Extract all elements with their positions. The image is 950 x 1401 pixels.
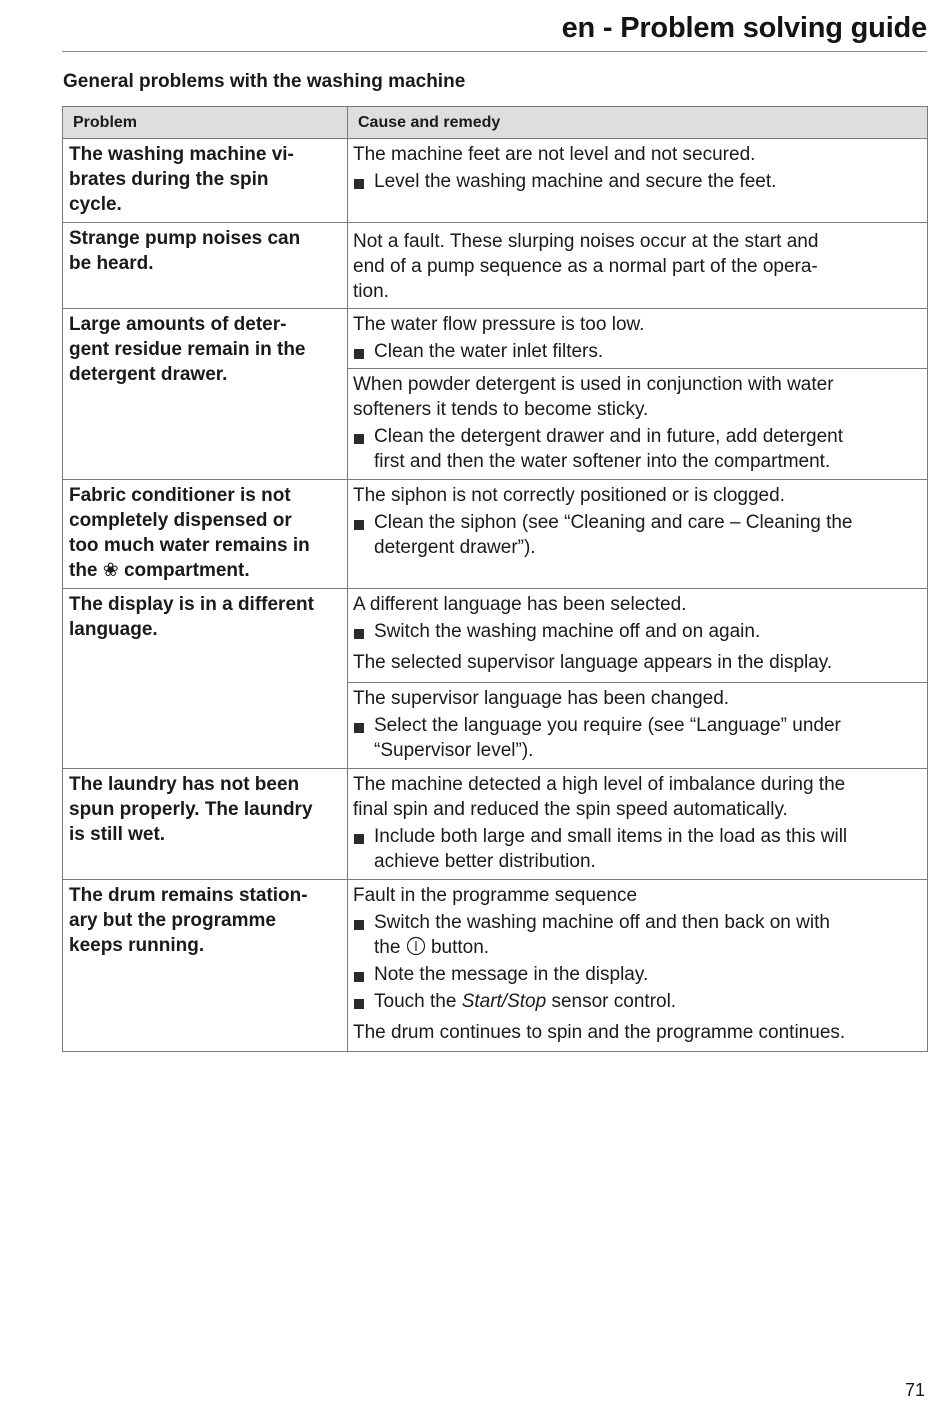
page-header <box>62 0 927 52</box>
remedy-cell <box>348 369 928 480</box>
remedy-cell <box>348 589 928 683</box>
cause-text: final spin and reduced the spin speed automatically. <box>353 799 788 820</box>
problem-solving-table <box>62 106 928 1052</box>
remedy-action: Note the message in the display. <box>353 962 921 987</box>
bullet-square-icon <box>354 520 364 530</box>
cause-text: A different language has been selected. <box>353 594 687 615</box>
table-row <box>63 139 928 223</box>
cause-text: The water flow pressure is too low. <box>353 314 645 335</box>
problem-cell: Fabric conditioner is not completely dispensed or too much water remains in the ❀ compartment. <box>63 480 348 589</box>
cause-text: When powder detergent is used in conjunction with water <box>353 374 834 395</box>
power-button-icon <box>406 937 431 958</box>
remedy-cell <box>348 309 928 369</box>
remedy-cell <box>348 769 928 880</box>
page-number: 71 <box>904 1380 925 1400</box>
remedy-cell <box>348 139 928 223</box>
start-stop-control-label: Start/Stop <box>461 991 547 1012</box>
problem-cell: Large amounts of deter- gent residue remain in the detergent drawer. <box>63 309 348 480</box>
bullet-square-icon <box>354 629 364 639</box>
remedy-cell <box>348 880 928 1052</box>
cause-text: Fault in the programme sequence <box>353 885 638 906</box>
remedy-action: Level the washing machine and secure the feet. <box>353 169 921 194</box>
remedy-action: Clean the siphon (see “Cleaning and care – Cleaning the detergent drawer”). <box>353 510 921 560</box>
fabric-conditioner-flower-icon: ❀ <box>102 560 119 581</box>
cause-text: The machine feet are not level and not secured. <box>353 144 756 165</box>
bullet-square-icon <box>354 972 364 982</box>
remedy-cell <box>348 683 928 769</box>
remedy-action: Clean the water inlet filters. <box>353 339 921 364</box>
table-header-row <box>63 107 928 139</box>
cause-text: softeners it tends to become sticky. <box>353 399 649 420</box>
bullet-square-icon <box>354 179 364 189</box>
bullet-square-icon <box>354 834 364 844</box>
remedy-action: Switch the washing machine off and on again. <box>353 619 921 644</box>
section-heading: General problems with the washing machine <box>63 71 466 92</box>
bullet-square-icon <box>354 349 364 359</box>
problem-cell: Strange pump noises can be heard. <box>63 223 348 309</box>
table-row <box>63 769 928 880</box>
bullet-square-icon <box>354 999 364 1009</box>
problem-cell: The drum remains station- ary but the programme keeps running. <box>63 880 348 1052</box>
page-title: en - Problem solving guide <box>561 12 927 44</box>
note-text: The selected supervisor language appears in the display. <box>353 652 833 673</box>
cause-text: tion. <box>353 281 389 302</box>
cause-text: The siphon is not correctly positioned or is clogged. <box>353 485 785 506</box>
table-row <box>63 880 928 1052</box>
remedy-action: Clean the detergent drawer and in future, add detergent first and then the water softener into the compartment. <box>353 424 921 474</box>
column-header-problem: Problem <box>63 107 348 139</box>
remedy-action: Touch the Start/Stop sensor control. <box>353 989 921 1014</box>
remedy-action: Select the language you require (see “Language” under “Supervisor level”). <box>353 713 921 763</box>
remedy-cell <box>348 480 928 589</box>
cause-text: end of a pump sequence as a normal part of the opera- <box>353 256 818 277</box>
cause-text: Not a fault. These slurping noises occur at the start and <box>353 231 819 252</box>
table-row <box>63 480 928 589</box>
remedy-cell <box>348 223 928 309</box>
cause-text: The machine detected a high level of imbalance during the <box>353 774 846 795</box>
problem-cell: The laundry has not been spun properly. The laundry is still wet. <box>63 769 348 880</box>
remedy-action: Switch the washing machine off and then back on with the button. <box>353 910 921 960</box>
table-row <box>63 589 928 683</box>
bullet-square-icon <box>354 920 364 930</box>
problem-cell: The display is in a different language. <box>63 589 348 769</box>
column-header-cause-remedy: Cause and remedy <box>348 107 928 139</box>
table-row <box>63 309 928 369</box>
problem-cell: The washing machine vi- brates during the spin cycle. <box>63 139 348 223</box>
bullet-square-icon <box>354 723 364 733</box>
note-text: The drum continues to spin and the programme continues. <box>353 1022 846 1043</box>
remedy-action: Include both large and small items in the load as this will achieve better distribution. <box>353 824 921 874</box>
bullet-square-icon <box>354 434 364 444</box>
cause-text: The supervisor language has been changed. <box>353 688 730 709</box>
table-row <box>63 223 928 309</box>
